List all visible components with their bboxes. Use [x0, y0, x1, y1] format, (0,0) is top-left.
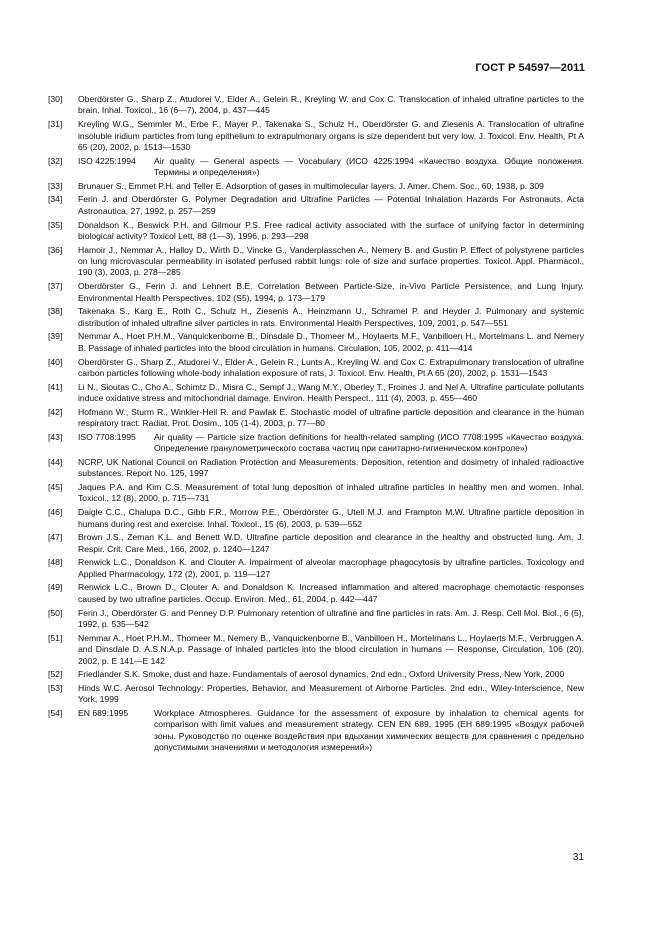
- reference-item: [48, 245, 584, 279]
- reference-item: [48, 331, 584, 354]
- reference-number: [53]: [48, 682, 63, 693]
- reference-text: Kreyling W.G., Semmler M., Erbe F., Mayer P., Takenaka S., Schulz H., Oberdörster G. and Ziesenis A. Translocation of ultrafine insoluble iridium particles from lung epithelium to extrapulmonary organs is size dependent but very low. J. Toxicol. Env. Health, Pt A 65 (20), 2002, p. 1513—1530: [78, 119, 584, 152]
- reference-item: [48, 181, 584, 192]
- page-number: 31: [572, 852, 584, 863]
- reference-item: [48, 557, 584, 580]
- reference-number: [51]: [48, 632, 63, 643]
- reference-text: Hofmann W., Sturm R., Winkler-Heil R. and Pawlak E. Stochastic model of ultrafine particle deposition and clearance in the human respiratory tract. Radiat. Prot. Dosim., 105 (1-4), 2003, p. 77—80: [78, 406, 584, 429]
- reference-number: [37]: [48, 281, 63, 292]
- page-header-standard-code: ГОСТ Р 54597—2011: [475, 62, 585, 74]
- reference-text: Brown J.S., Zeman K.L. and Benett W.D. Ultrafine particle deposition and clearance in the healthy and obstructed lung. Am. J. Respir. Crit. Care Med., 166, 2002, p. 1240—1247: [78, 532, 584, 554]
- reference-text: Li N., Sioutas C., Cho A., Schimtz D., Misra C., Sempf J., Wang M.Y., Oberley T., Froines J. and Nel A. Ultrafine particulate pollutants induce oxidative stress and mitochondrial damage. Environ. Health Perspect., 111 (4), 2003, p. 455—460: [78, 381, 584, 404]
- reference-number: [54]: [48, 708, 63, 719]
- reference-item: [48, 407, 584, 430]
- reference-number: [40]: [48, 356, 63, 367]
- standard-code: ISO 4225:1994: [78, 155, 136, 166]
- reference-item: [48, 608, 584, 631]
- reference-text: Nemmar A., Hoet P.H.M., Thomeer M., Nemery B., Vanquickenborne B., Vanbilloen H., Mortelmans L., Hoylaerts M.F., Verbruggen A. and Dinsdale D. A.S.N.A.p. Passage of inhaled particles into the blood circulation in humans — Response, Circulation, 106 (20), 2002, p. E 141—E 142: [78, 632, 584, 666]
- reference-number: [49]: [48, 582, 63, 593]
- reference-text: Ferin J., Oberdörster G. and Penney D.P. Pulmonary retention of ultrafine and fine particles in rats. Am. J. Resp. Cell Mol. Biol., 6 (5), 1992, p. 535—542: [78, 607, 584, 629]
- reference-number: [30]: [48, 94, 63, 104]
- reference-number: [43]: [48, 431, 63, 442]
- reference-item: [48, 382, 584, 405]
- reference-text: Donaldson K., Beswick P.H. and Gilmour P.S. Free radical activity associated with the surface of unifying factor in determining biological activity? Toxicol Lett, 88 (1—3), 1996, p. 293—298: [78, 219, 584, 241]
- reference-item: [48, 532, 584, 555]
- reference-number: [34]: [48, 194, 63, 205]
- reference-item: [48, 457, 584, 480]
- reference-item: [48, 119, 584, 153]
- reference-number: [52]: [48, 669, 63, 680]
- reference-number: [47]: [48, 532, 63, 543]
- standard-code: ISO 7708:1995: [78, 431, 136, 442]
- reference-item: [48, 94, 584, 117]
- reference-text: Workplace Atmospheres. Guidance for the assessment of exposure by inhalation to chemical agents for comparison with limit values and measurement strategy. CEN EN 689, 1995 (EH 689:1995 «Воздух рабочей зоны. Руководство по оценке воздействия при вдыхании химических веществ для сравнения с предельно допустимыми значениями и методология измерений»): [154, 708, 584, 753]
- reference-item: [48, 194, 584, 217]
- reference-number: [33]: [48, 180, 63, 191]
- reference-text: Takenaka S., Karg E., Roth C., Schulz H., Ziesenis A., Heinzmann U., Schramel P. and Heyder J. Pulmonary and systemic distribution of inhaled ultrafine silver particles in rats. Environmental Health Perspectives, 109, 2001, p. 547—551: [78, 306, 584, 328]
- reference-text: Oberdörster G., Ferin J. and Lehnert B.E. Correlation Between Particle-Size, in-Vivo Particle Persistence, and Lung Injury. Environmental Health Perspectives, 102 (S5), 1994, p. 173—179: [78, 281, 584, 303]
- reference-item: [48, 156, 584, 179]
- reference-item: [48, 306, 584, 329]
- reference-number: [32]: [48, 155, 63, 166]
- reference-number: [36]: [48, 244, 63, 255]
- reference-text: Oberdörster G., Sharp Z., Atudorei V., Elder A., Gelein R., Lunts A., Kreyling W. and Cox C. Extrapulmonary translocation of ultrafine carbon particles following whole-body inhalation exposure of rats, J. Toxicol. Env. Health, Pt A 65 (20), 2002, p. 1531—1543: [78, 356, 584, 378]
- reference-item: [48, 482, 584, 505]
- reference-number: [38]: [48, 306, 63, 317]
- reference-item: [48, 683, 584, 706]
- reference-text: Oberdörster G., Sharp Z., Atudorei V., Elder A., Gelein R., Kreyling W. and Cox C. Translocation of inhaled ultrafine particles to the brain. Inhal. Toxicol., 16 (6—7), 2004, p. 437—445: [78, 94, 584, 116]
- reference-number: [39]: [48, 331, 63, 342]
- reference-text: NCRP, UK National Council on Radiation Protection and Measurements. Deposition, retention and dosimetry of inhaled radioactive substances. Report No. 125, 1997: [78, 456, 584, 479]
- reference-text: Ferin J. and Oberdörster G. Polymer Degradation and Ultrafine Particles — Potential Inhalation Hazards For Astronauts, Acta Astronautica, 27, 1992, p. 257—259: [78, 194, 584, 216]
- reference-text: Hamoir J., Nemmar A., Halloy D., Wirth D., Vincke G., Vanderplasschen A., Nemery B. and Gustin P. Effect of polystyrene particles on lung microvascular permeability in isolated perfused rabbit lungs: role of size and surface properties. Toxicol. Appl. Pharmacol., 190 (3), 2003, p. 278—285: [78, 244, 584, 278]
- reference-text: Brunauer S., Emmet P.H. and Teller E. Adsorption of gases in multimolecular layers. J. Amer. Chem. Soc., 60, 1938, p. 309: [78, 180, 544, 191]
- reference-text: Renwick L.C., Donaldson K. and Clouter A. Impairment of alveolar macrophage phagocytosis by ultrafine particles. Toxicology and Applied Pharmacology, 172 (2), 2001, p. 119—127: [78, 557, 584, 579]
- reference-text: Daigle C.C., Chalupa D.C., Gibb F.R., Morrow P.E., Oberdörster G., Utell M.J. and Frampton M.W. Ultrafine particle deposition in humans during rest and exercise. Inhal. Toxicol., 15 (6), 2003, p. 539—552: [78, 507, 584, 529]
- reference-text: Jaques P.A. and Kim C.S. Measurement of total lung deposition of inhaled ultrafine particles in healthy men and women. Inhal. Toxicol., 12 (8), 2000, p. 715—731: [78, 482, 584, 504]
- reference-text: Friedlander S.K. Smoke, dust and haze. Fundamentals of aerosol dynamics, 2nd edn., Oxford University Press, New York, 2000: [78, 669, 565, 680]
- reference-item: [48, 357, 584, 380]
- reference-item: [48, 281, 584, 304]
- reference-text: Nemmar A., Hoet P.H.M., Vanquickenborne B., Dinsdale D., Thomeer M., Hoylaerts M.F., Vanbilloen H., Mortelmans L. and Nemery B. Passage of inhaled particles into the blood circulation in humans. Circulation, 105, 2002, p. 411—414: [78, 331, 584, 353]
- reference-item: [48, 669, 584, 680]
- reference-number: [35]: [48, 219, 63, 230]
- reference-item: [48, 633, 584, 667]
- reference-item: [48, 708, 584, 754]
- reference-number: [44]: [48, 456, 63, 467]
- reference-number: [45]: [48, 482, 63, 493]
- reference-number: [46]: [48, 507, 63, 518]
- reference-number: [50]: [48, 607, 63, 618]
- reference-item: [48, 432, 584, 455]
- reference-text: Renwick L.C., Brown D., Clouter A. and Donaldson K. Increased inflammation and altered macrophage chemotactic responses caused by two ultrafine particles. Occup. Environ. Med., 61, 2004, p. 442—447: [78, 582, 584, 604]
- reference-number: [42]: [48, 406, 63, 417]
- standard-code: EN 689:1995: [78, 708, 129, 719]
- reference-item: [48, 220, 584, 243]
- reference-list: [48, 94, 584, 756]
- reference-text: Hinds W.C. Aerosol Technology: Properties, Behavior, and Measurement of Airborne Particles. 2nd edn., Wiley-Interscience, New York, 1999: [78, 682, 584, 705]
- reference-number: [41]: [48, 381, 63, 392]
- reference-item: [48, 582, 584, 605]
- reference-number: [31]: [48, 119, 63, 130]
- reference-item: [48, 507, 584, 530]
- reference-number: [48]: [48, 557, 63, 568]
- reference-text: Air quality — Particle size fraction definitions for health-related sampling (ИСО 7708:1995 «Качество воздуха. Определение гранулометрического состава частиц при санитарно-гигиеническом контроле»): [154, 431, 584, 454]
- reference-text: Air quality — General aspects — Vocabulary (ИСО 4225:1994 «Качество воздуха. Общие положения. Термины и определения»): [154, 155, 584, 178]
